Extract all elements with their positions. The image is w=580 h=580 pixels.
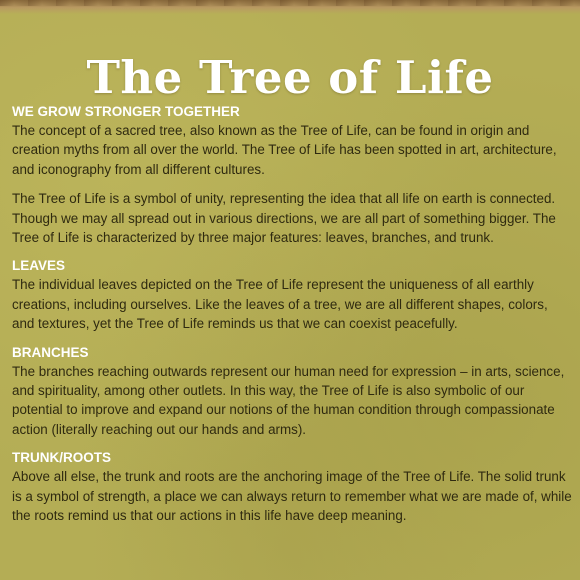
section-heading: WE GROW STRONGER TOGETHER	[12, 104, 240, 119]
paragraph: The individual leaves depicted on the Tree of Life represent the uniqueness of all earthly creations, including ourselves. Like the leaves of a tree, we are all different shapes, colors, and textures, yet the Tree of Life reminds us that we can coexist peacefully.	[12, 277, 548, 332]
section-trunk-roots	[12, 449, 572, 525]
section-stronger-together	[12, 103, 572, 247]
section-heading: TRUNK/ROOTS	[12, 450, 111, 466]
wood-texture-strip	[0, 0, 580, 14]
paragraph: The Tree of Life is a symbol of unity, representing the idea that all life on earth is connected. Though we may all spread out in various directions, we are all part of something bigger. The Tree of Life is characterized by three major features: leaves, branches, and trunk.	[12, 191, 556, 246]
paragraph: The branches reaching outwards represent our human need for expression – in arts, science, and spirituality, among other outlets. In this way, the Tree of Life is also symbolic of our potential to improve and expand our notions of the human condition through compassionate action (literally reaching out our hands and arms).	[12, 363, 565, 437]
paragraph: The concept of a sacred tree, also known as the Tree of Life, can be found in origin and creation myths from all over the world. The Tree of Life has been spotted in art, architecture, and iconography from all different cultures.	[12, 123, 557, 177]
page-title: The Tree of Life	[86, 51, 494, 105]
paragraph: Above all else, the trunk and roots are the anchoring image of the Tree of Life. The solid trunk is a symbol of strength, a place we can always return to remember what we are made of, while the roots remind us that our actions in this life have deep meaning.	[12, 469, 572, 524]
section-branches	[12, 344, 572, 440]
section-leaves	[12, 257, 572, 333]
section-heading: LEAVES	[12, 258, 66, 274]
article-body	[12, 103, 572, 526]
section-heading: BRANCHES	[12, 344, 89, 360]
